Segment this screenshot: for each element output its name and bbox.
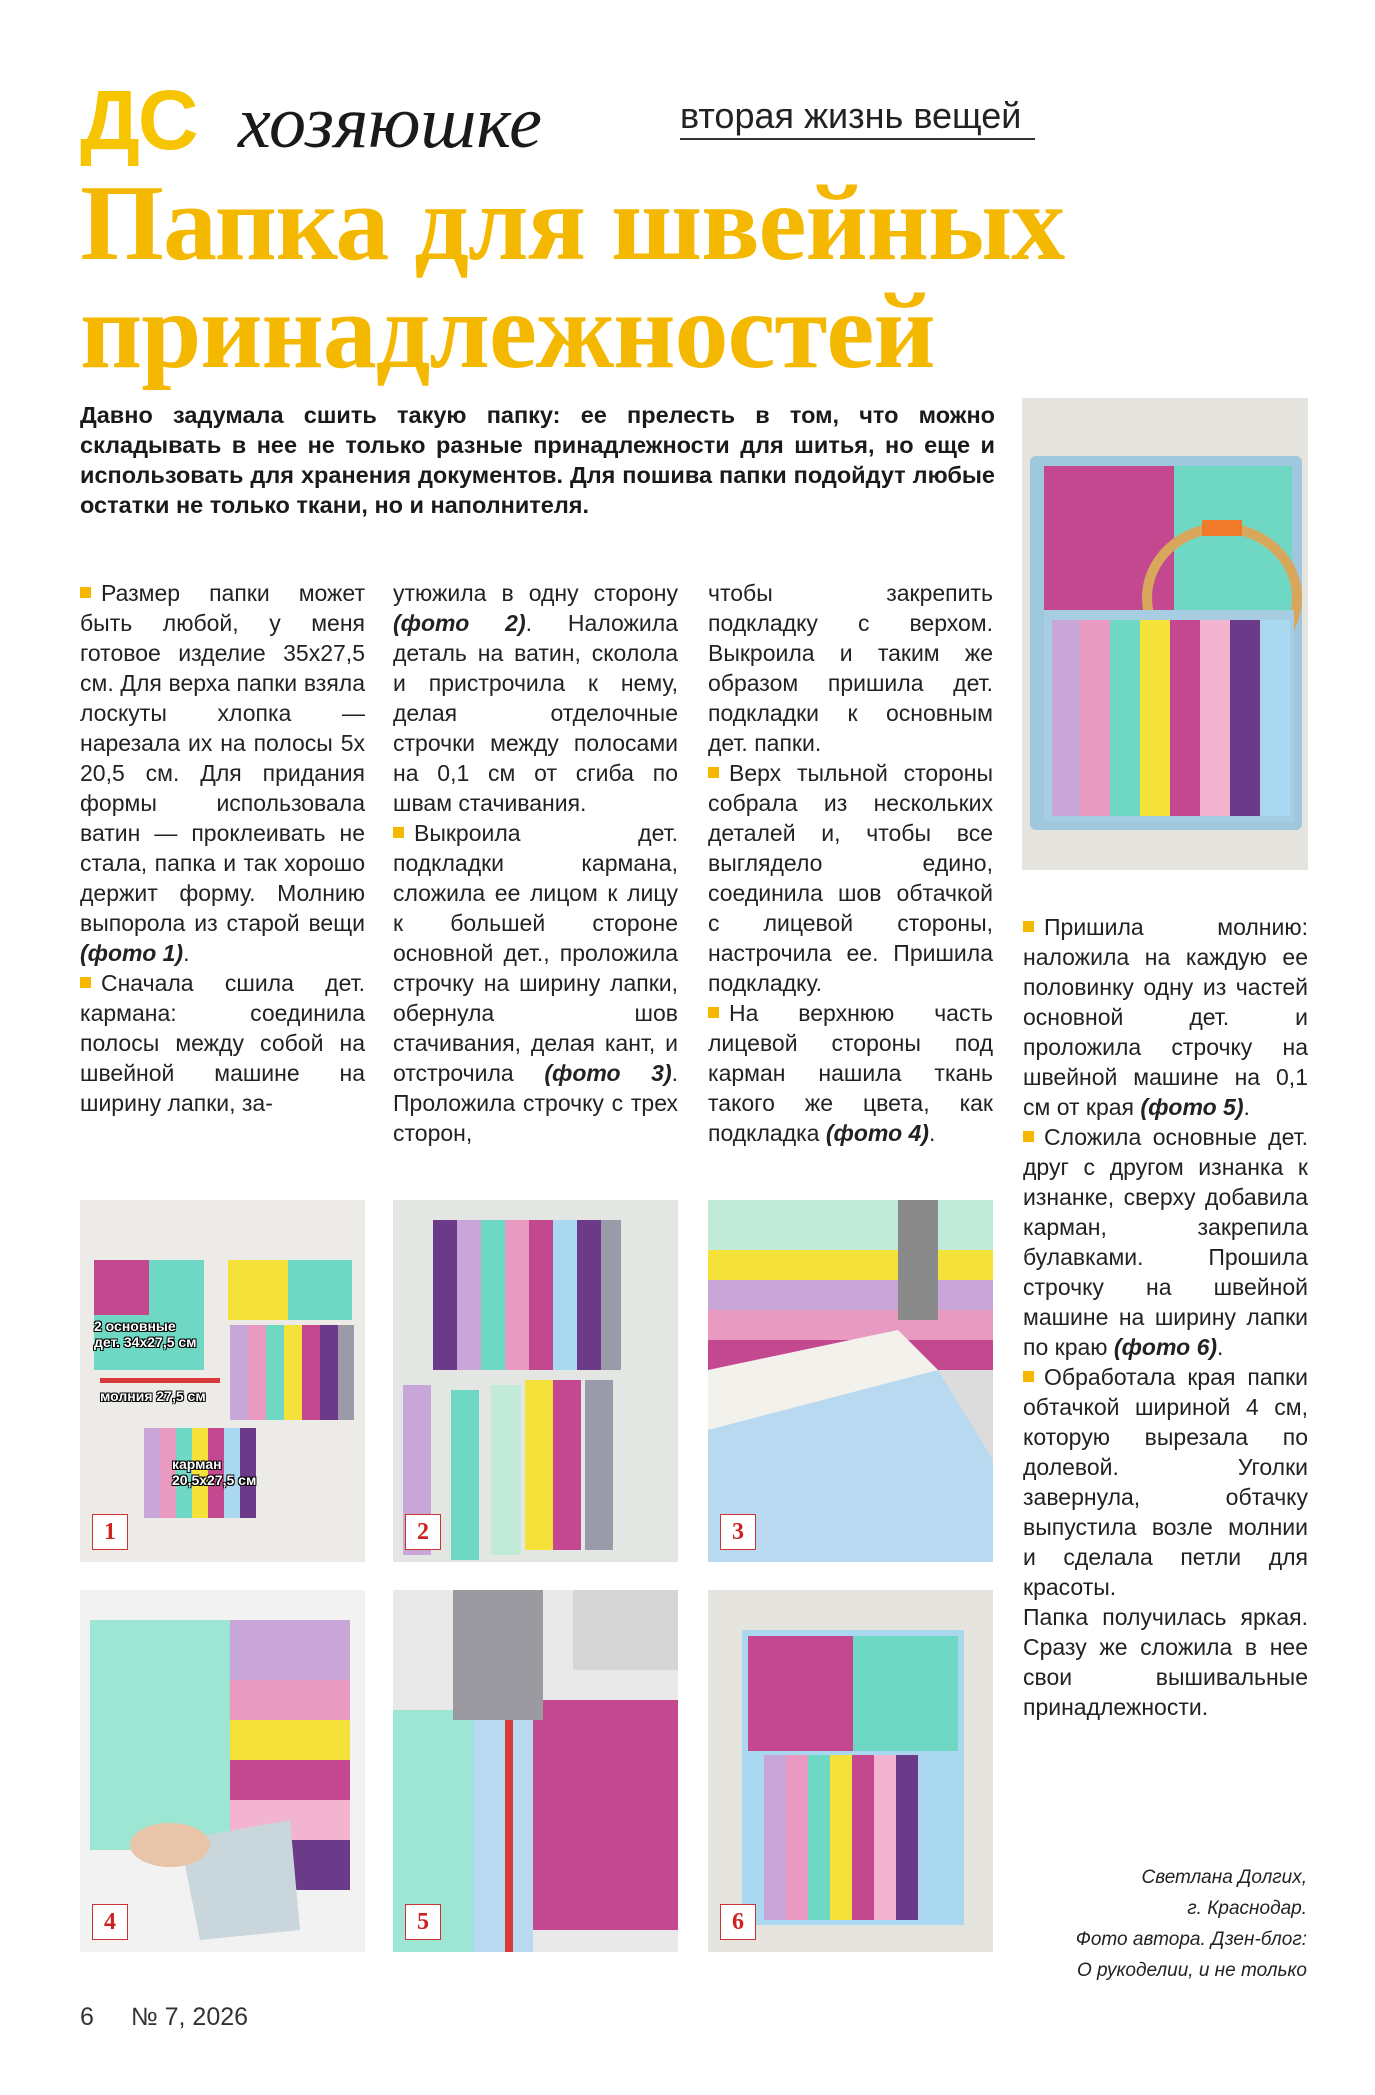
bullet-icon: [1023, 1131, 1034, 1142]
text-column-4: [1023, 912, 1308, 1722]
photo-credit: Фото автора. Дзен-блог:: [1075, 1929, 1307, 1950]
bullet-icon: [80, 587, 91, 598]
author-city: г. Краснодар.: [1187, 1898, 1307, 1919]
photo-3: [708, 1200, 993, 1562]
bullet-icon: [1023, 1371, 1034, 1382]
label-pocket: карман: [172, 1456, 222, 1472]
label-zipper: молния 27,5 см: [100, 1388, 206, 1404]
photo-ref: (фото 4): [825, 1120, 929, 1146]
bullet-icon: [1023, 921, 1034, 932]
bullet-icon: [80, 977, 91, 988]
bullet-icon: [393, 827, 404, 838]
page-footer: [80, 2002, 278, 2032]
photo-5: [393, 1590, 678, 1952]
photo-number: 6: [720, 1904, 756, 1940]
text-column-3: [708, 578, 993, 1148]
photo-2: [393, 1200, 678, 1562]
bullet-icon: [708, 767, 719, 778]
photo-number: 3: [720, 1514, 756, 1550]
blog-name: О рукоделии, и не только: [1076, 1960, 1307, 1981]
rubric-section: хозяюшке: [238, 82, 542, 164]
photo-ref: (фото 6): [1113, 1334, 1218, 1360]
rubric-brand: ДС: [80, 73, 197, 167]
signature: [1007, 1862, 1307, 1986]
label-pocket-size: 20,5х27,5 см: [172, 1472, 257, 1488]
rubric-underline: [680, 138, 1035, 140]
author-name: Светлана Долгих,: [1141, 1867, 1307, 1888]
label-main-parts: 2 основные: [94, 1318, 176, 1334]
label-main-size: дет. 34х27,5 см: [94, 1334, 197, 1350]
photo-number: 2: [405, 1514, 441, 1550]
col4-paragraph-3: Обработала края папки обтачкой шириной 4 см, которую вырезала по долевой. Уголки завернула, обтачку выпустила возле молнии и сделала петли для красоты.: [1023, 1364, 1308, 1600]
photo-ref: (фото 5): [1140, 1094, 1244, 1120]
col2-paragraph-2: Выкроила дет. подкладки кармана, сложила ее лицом к лицу к большей стороне основной дет., проложила строчку на ширину лапки, обернула шов стачивания, делая кант, и отстрочила (фото 3). Проложила строчку с трех сторон,: [393, 820, 678, 1146]
page-number: 6: [80, 2003, 94, 2031]
headline: Папка для швейных принадлежностей: [80, 164, 1065, 391]
col2-paragraph-1: утюжила в одну сторону (фото 2). Наложила деталь на ватин, сколола и пристрочила к нему, делая отделочные строчки между полосами на 0,1 см от сгиба по швам стачивания.: [393, 580, 678, 816]
photo-ref: (фото 3): [544, 1060, 672, 1086]
col3-paragraph-1: чтобы закрепить подкладку с верхом. Выкроила и таким же образом пришила дет. подкладки к основным дет. папки.: [708, 580, 993, 756]
issue-number: № 7, 2026: [130, 2003, 249, 2031]
lead-paragraph: Давно задумала сшить такую папку: ее прелесть в том, что можно складывать в нее не только разные принадлежности для шитья, но еще и использовать для хранения документов. Для пошива папки подойдут любые остатки не только ткани, но и наполнителя.: [80, 402, 995, 518]
col3-paragraph-2: Верх тыльной стороны собрала из нескольких деталей и, чтобы все выглядело едино, соединила шов обтачкой с лицевой стороны, настрочила ее. Пришила подкладку.: [708, 760, 993, 996]
col4-paragraph-2: Сложила основные дет. друг с другом изнанка к изнанке, сверху добавила карман, закрепила булавками. Прошила строчку на швейной машине на ширину лапки по краю (фото 6).: [1023, 1124, 1308, 1360]
photo-1: [80, 1200, 365, 1562]
photo-number: 4: [92, 1904, 128, 1940]
photo-6: [708, 1590, 993, 1952]
text-column-1: [80, 578, 365, 1118]
photo-4: [80, 1590, 365, 1952]
col4-paragraph-4: Папка получилась яркая. Сразу же сложила в нее свои вышивальные принадлежности.: [1023, 1604, 1308, 1720]
col1-paragraph-2: Сначала сшила дет. кармана: соединила полосы между собой на швейной машине на ширину лапки, за-: [80, 970, 365, 1116]
text-column-2: [393, 578, 678, 1148]
photo-number: 1: [92, 1514, 128, 1550]
rubric-subsection: вторая жизнь вещей: [680, 95, 1022, 136]
photo-number: 5: [405, 1904, 441, 1940]
bullet-icon: [708, 1007, 719, 1018]
photo-finished-folder: [1022, 398, 1308, 870]
col1-paragraph-1: Размер папки может быть любой, у меня готовое изделие 35х27,5 см. Для верха папки взяла лоскуты хлопка — нарезала их на полосы 5х 20,5 см. Для придания формы использовала ватин — проклеивать не стала, папка и так хорошо держит форму. Молнию выпорола из старой вещи (фото 1).: [80, 580, 365, 966]
photo-ref: (фото 2): [393, 610, 526, 636]
photo-ref: (фото 1): [80, 940, 184, 966]
col3-paragraph-3: На верхнюю часть лицевой стороны под карман нашила ткань такого же цвета, как подкладка (фото 4).: [708, 1000, 993, 1146]
col4-paragraph-1: Пришила молнию: наложила на каждую ее половинку одну из частей основной дет. и проложила строчку на швейной машине на 0,1 см от края (фото 5).: [1023, 914, 1308, 1120]
